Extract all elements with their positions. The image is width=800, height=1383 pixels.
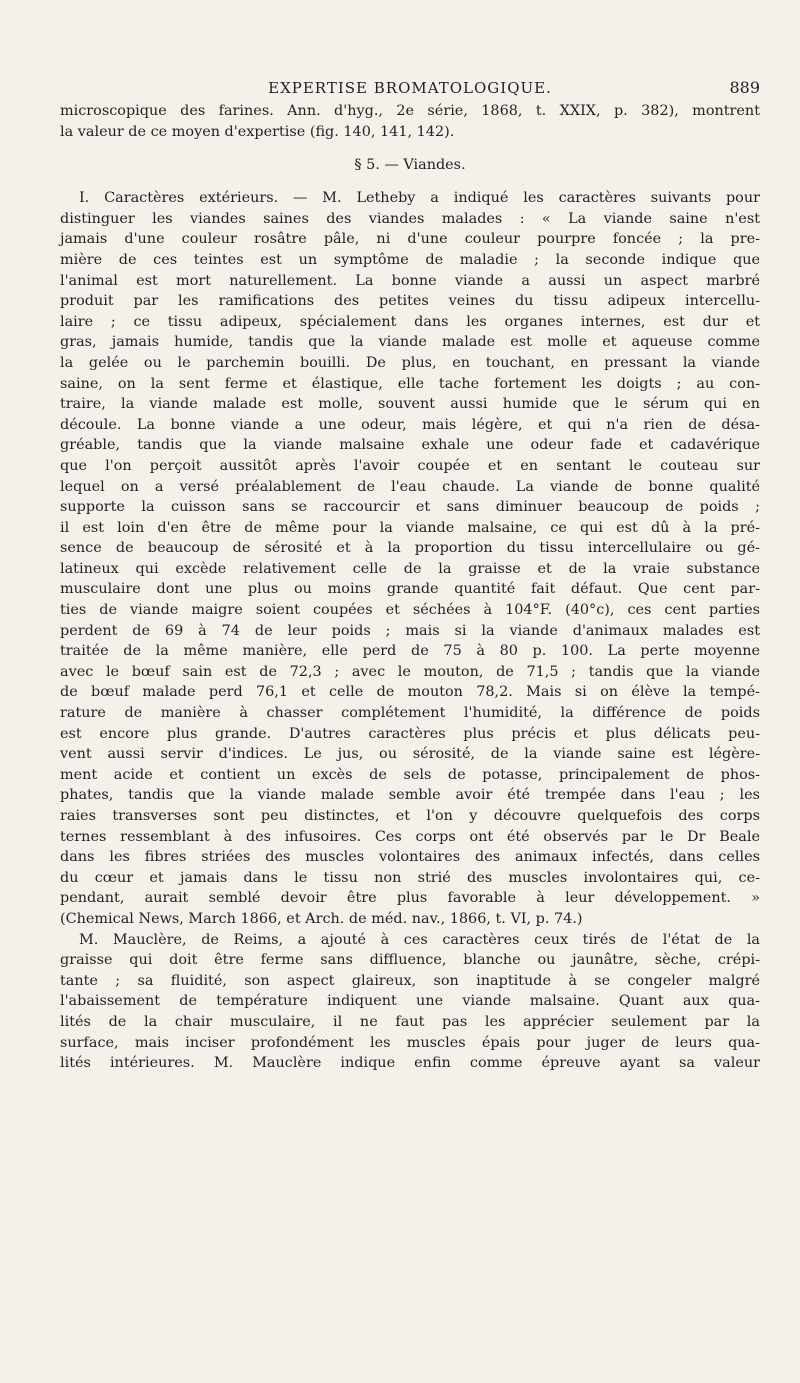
text-line: que l'on perçoit aussitôt après l'avoir coupée et en sentant le couteau sur [60,457,760,474]
text-line: lités intérieures. M. Mauclère indique enfin comme épreuve ayant sa valeur [60,1055,760,1072]
page-header [60,76,760,100]
text-line: jamais d'une couleur rosâtre pâle, ni d'une couleur pourpre foncée ; la pre- [60,231,760,248]
text-line: rature de manière à chasser complétement l'humidité, la différence de poids [60,705,760,722]
text-line: ternes ressemblant à des infusoires. Ces corps ont été observés par le Dr Beale [60,828,760,845]
text-line: I. Caractères extérieurs. — M. Letheby a indiqué les caractères suivants pour [79,190,760,207]
text-line: traire, la viande malade est molle, souvent aussi humide que le sérum qui en [60,396,760,413]
text-line: (Chemical News, March 1866, et Arch. de méd. nav., 1866, t. VI, p. 74.) [60,910,583,927]
text-line: l'animal est mort naturellement. La bonne viande a aussi un aspect marbré [60,272,760,289]
section-heading: § 5. — Viandes. [354,157,466,174]
running-title: EXPERTISE BROMATOLOGIQUE. [268,79,552,97]
text-line: découle. La bonne viande a une odeur, mais légère, et qui n'a rien de désa- [60,416,760,433]
text-line: lequel on a versé préalablement de l'eau chaude. La viande de bonne qualité [60,478,760,495]
text-line: produit par les ramifications des petites veines du tissu adipeux intercellu- [60,293,760,310]
text-line: tante ; sa fluidité, son aspect glaireux, son inaptitude à se congeler malgré [60,972,760,989]
text-line: lités de la chair musculaire, il ne faut pas les apprécier seulement par la [60,1013,760,1030]
text-line: avec le bœuf sain est de 72,3 ; avec le mouton, de 71,5 ; tandis que la viande [60,663,760,680]
text-line: gréable, tandis que la viande malsaine exhale une odeur fade et cadavérique [60,437,760,454]
text-line: raies transverses sont peu distinctes, et l'on y découvre quelquefois des corps [60,808,760,824]
text-line: pendant, aurait semblé devoir être plus favorable à leur développement. » [60,890,760,907]
text-line: ties de viande maigre soient coupées et séchées à 104°F. (40°c), ces cent parties [60,602,760,619]
text-line: perdent de 69 à 74 de leur poids ; mais si la viande d'animaux malades est [60,622,760,639]
text-line: M. Mauclère, de Reims, a ajouté à ces caractères ceux tirés de l'état de la [79,931,760,948]
text-line: dans les fibres striées des muscles volontaires des animaux infectés, dans celles [60,849,760,866]
page-number: 889 [729,78,760,97]
text-line: microscopique des farines. Ann. d'hyg., 2e série, 1868, t. XXIX, p. 382), montrent [60,103,760,119]
page-body [60,101,760,1074]
text-line: la gelée ou le parchemin bouilli. De plus, en touchant, en pressant la viande [60,354,760,371]
text-line: distinguer les viandes saines des viandes malades : « La viande saine n'est [60,210,760,227]
text-line: l'abaissement de température indiquent une viande malsaine. Quant aux qua- [60,993,760,1010]
text-line: il est loin d'en être de même pour la viande malsaine, ce qui est dû à la pré- [60,519,760,536]
text-line: vent aussi servir d'indices. Le jus, ou sérosité, de la viande saine est légère- [60,746,760,763]
text-line: est encore plus grande. D'autres caractères plus précis et plus délicats peu- [60,725,760,742]
text-line: graisse qui doit être ferme sans diffluence, blanche ou jaunâtre, sèche, crépi- [60,952,760,969]
text-line: laire ; ce tissu adipeux, spécialement dans les organes internes, est dur et [60,313,760,330]
text-line: sence de beaucoup de sérosité et à la proportion du tissu intercellulaire ou gé- [60,540,760,557]
text-line: ment acide et contient un excès de sels de potasse, principalement de phos- [60,766,760,783]
text-line: supporte la cuisson sans se raccourcir et sans diminuer beaucoup de poids ; [60,499,760,516]
text-line: de bœuf malade perd 76,1 et celle de mouton 78,2. Mais si on élève la tempé- [60,684,760,701]
text-line: du cœur et jamais dans le tissu non strié des muscles involontaires qui, ce- [60,869,760,886]
text-line: phates, tandis que la viande malade semble avoir été trempée dans l'eau ; les [60,787,760,804]
text-line: latineux qui excède relativement celle de la graisse et de la vraie substance [60,560,760,577]
text-line: gras, jamais humide, tandis que la viande malade est molle et aqueuse comme [60,334,760,351]
text-line: traitée de la même manière, elle perd de 75 à 80 p. 100. La perte moyenne [60,643,760,660]
text-line: surface, mais inciser profondément les muscles épais pour juger de leurs qua- [60,1034,760,1051]
text-line: musculaire dont une plus ou moins grande quantité fait défaut. Que cent par- [60,581,760,598]
text-line: mière de ces teintes est un symptôme de maladie ; la seconde indique que [60,251,760,268]
text-line: saine, on la sent ferme et élastique, elle tache fortement les doigts ; au con- [60,375,760,392]
text-line: la valeur de ce moyen d'expertise (fig. 140, 141, 142). [60,123,455,140]
